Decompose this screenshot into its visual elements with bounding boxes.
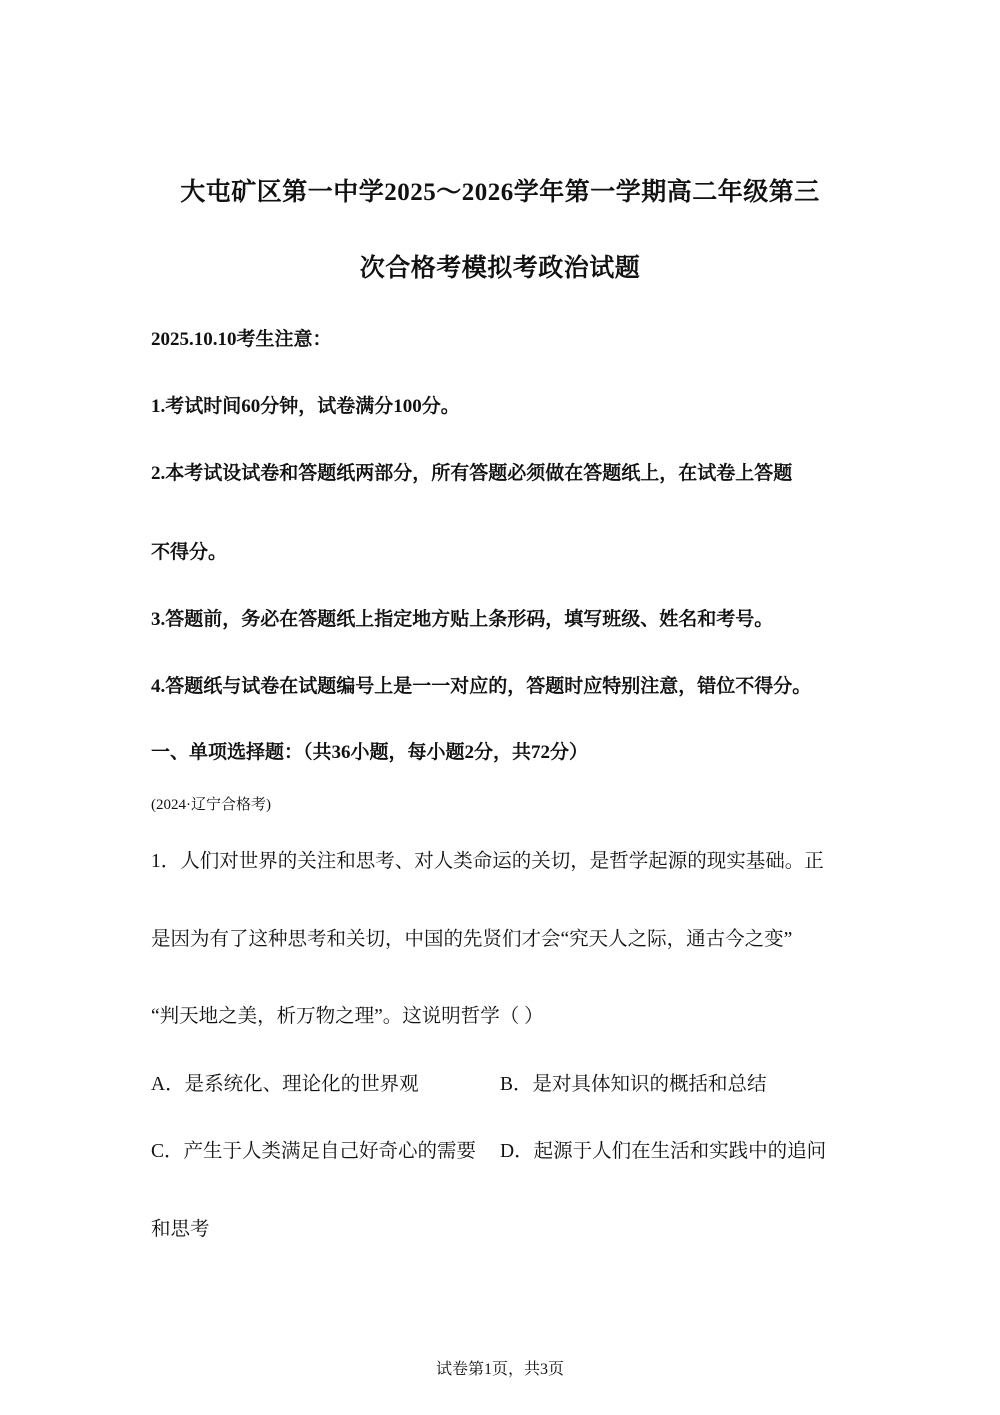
question-1-option-d-continued: 和思考 [151,1219,210,1240]
question-1-stem-line-2: 是因为有了这种思考和关切，中国的先贤们才会“究天人之际，通古今之变” [151,929,793,950]
question-1-option-c: C．产生于人类满足自己好奇心的需要 [151,1141,477,1162]
exam-title-line-2: 次合格考模拟考政治试题 [359,255,641,282]
question-source-tag: (2024·辽宁合格考) [151,797,271,813]
notice-item-2-continued: 不得分。 [151,542,228,563]
notice-item-1: 1.考试时间60分钟，试卷满分100分。 [151,396,460,417]
exam-date-notice: 2025.10.10考生注意： [151,329,332,350]
notice-item-4: 4.答题纸与试卷在试题编号上是一一对应的，答题时应特别注意，错位不得分。 [151,676,812,697]
notice-item-2: 2.本考试设试卷和答题纸两部分，所有答题必须做在答题纸上，在试卷上答题 [151,463,793,484]
section-heading: 一、单项选择题：（共36小题，每小题2分，共72分） [151,742,589,763]
question-1-stem-line-3: “判天地之美，析万物之理”。这说明哲学（ ） [151,1006,544,1027]
question-1-stem-line-1: 1．人们对世界的关注和思考、对人类命运的关切，是哲学起源的现实基础。正 [151,851,824,872]
question-1-option-a: A．是系统化、理论化的世界观 [151,1074,419,1095]
notice-item-3: 3.答题前，务必在答题纸上指定地方贴上条形码，填写班级、姓名和考号。 [151,609,774,630]
question-1-option-d: D．起源于人们在生活和实践中的追问 [500,1141,827,1162]
exam-title-line-1: 大屯矿区第一中学2025～2026学年第一学期高二年级第三 [180,179,820,206]
question-1-option-b: B．是对具体知识的概括和总结 [500,1074,767,1095]
page-footer: 试卷第1页，共3页 [435,1361,564,1378]
